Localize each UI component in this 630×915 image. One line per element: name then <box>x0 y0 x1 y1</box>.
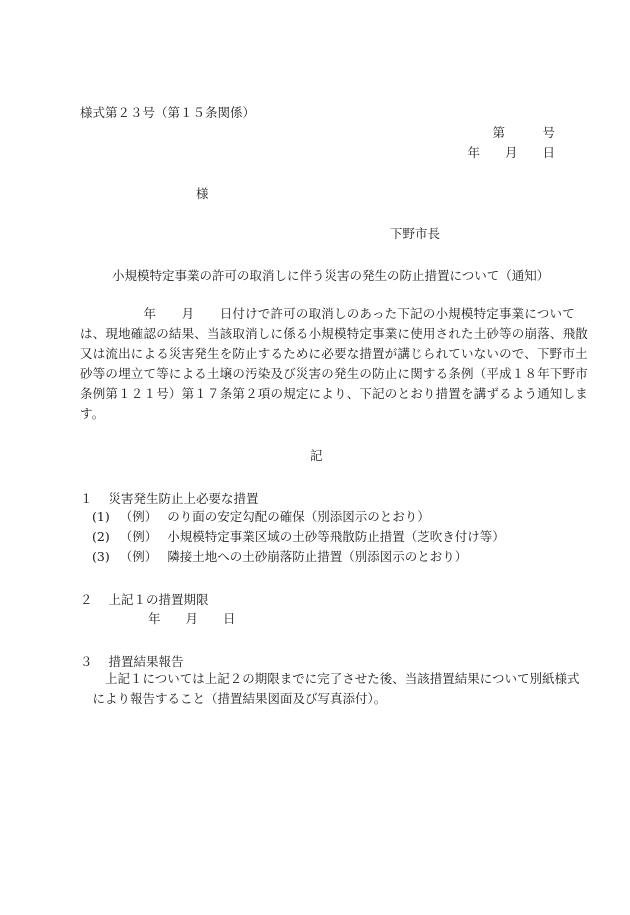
document-number-line: 第 号 <box>492 125 555 140</box>
item-text: 小規模特定事業区域の土砂等飛散防止措置（芝吹き付け等） <box>167 529 505 544</box>
document-date-line: 年 月 日 <box>467 145 555 160</box>
body-line: 年 月 日付けで許可の取消しのあった下記の小規模特定事業について <box>80 306 575 321</box>
item-text: 隣接土地への土砂崩落防止措置（別添図示のとおり） <box>167 549 468 564</box>
item-example-label: （例） <box>119 529 158 544</box>
report-paragraph <box>80 669 580 709</box>
item-number: (2) <box>92 529 110 544</box>
addressee: 様 <box>196 186 209 201</box>
section-title: 災害発生防止上必要な措置 <box>108 491 259 506</box>
section-number: ２ <box>80 592 93 607</box>
form-number: 様式第２３号（第１５条関係） <box>80 105 256 120</box>
section-2-heading <box>80 590 209 608</box>
body-line: は、現地確認の結果、当該取消しに係る小規模特定事業に使用された土砂等の崩落、飛散 <box>80 326 589 341</box>
measure-item <box>92 527 505 545</box>
deadline-date: 年 月 日 <box>148 611 236 626</box>
report-line: 上記１については上記２の期限までに完了させた後、当該措置結果について別紙様式 <box>80 671 580 686</box>
section-number: ３ <box>80 654 93 669</box>
sender: 下野市長 <box>390 226 441 241</box>
section-number: １ <box>80 491 93 506</box>
measure-item <box>92 507 430 525</box>
body-line: 条例第１２１号）第１７条第２項の規定により、下記のとおり措置を講ずるよう通知しま <box>80 386 589 401</box>
ki-heading: 記 <box>310 448 323 463</box>
item-number: (1) <box>92 509 110 524</box>
section-title: 措置結果報告 <box>108 654 184 669</box>
item-example-label: （例） <box>119 509 158 524</box>
body-line: 又は流出による災害発生を防止するために必要な措置が講じられていないので、下野市土 <box>80 346 588 361</box>
body-line: 砂等の埋立て等による土壌の汚染及び災害の発生の防止に関する条例（平成１８年下野市 <box>80 366 589 381</box>
item-number: (3) <box>92 549 110 564</box>
section-1-heading <box>80 489 259 507</box>
body-line: す。 <box>80 406 105 421</box>
section-3-heading <box>80 652 184 670</box>
document-subject: 小規模特定事業の許可の取消しに伴う災害の発生の防止措置について（通知） <box>112 268 550 283</box>
report-line: により報告すること（措置結果図面及び写真添付）。 <box>80 691 387 706</box>
item-example-label: （例） <box>119 549 158 564</box>
measure-item <box>92 547 467 565</box>
item-text: のり面の安定勾配の確保（別添図示のとおり） <box>167 509 430 524</box>
section-title: 上記１の措置期限 <box>108 592 209 607</box>
body-paragraph <box>80 304 589 424</box>
